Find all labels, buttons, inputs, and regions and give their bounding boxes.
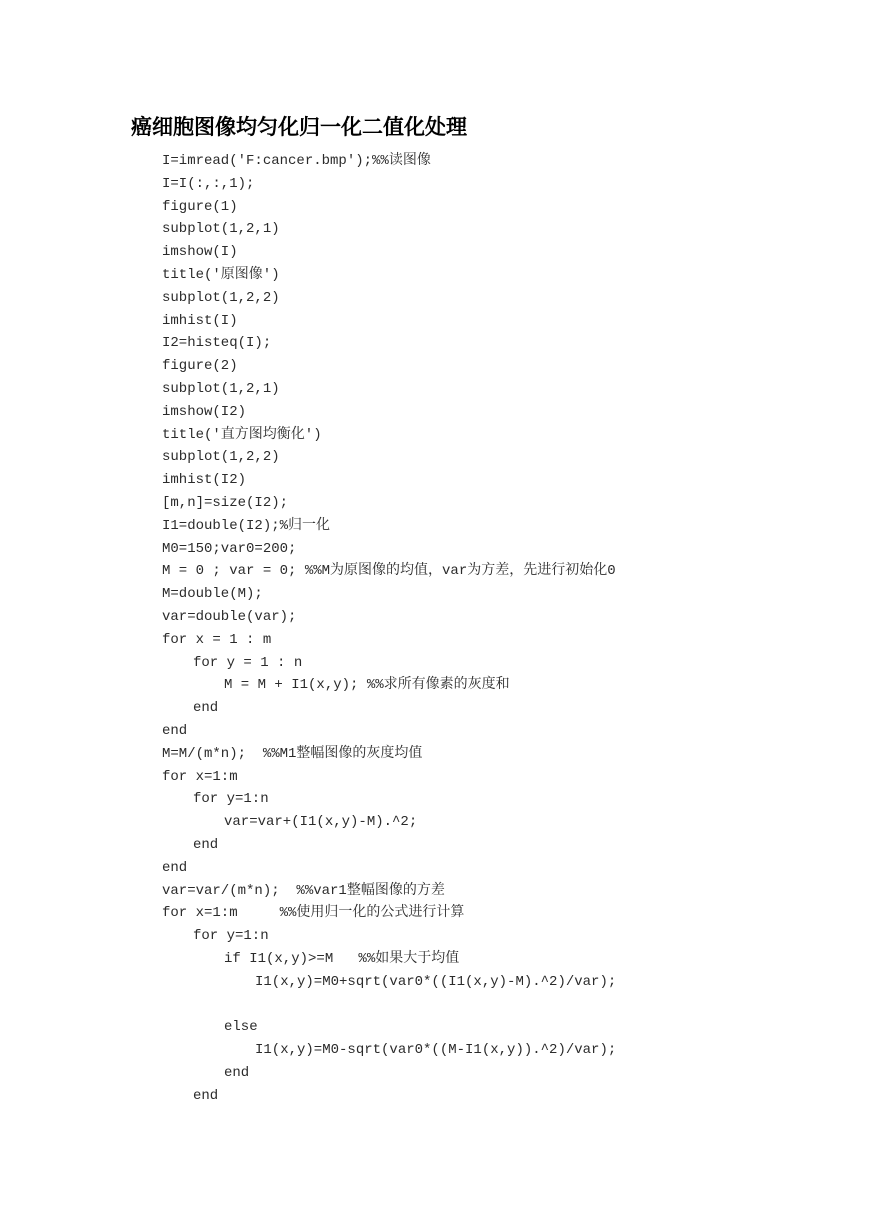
code-line: [m,n]=size(I2); (162, 494, 289, 511)
code-line: end (193, 700, 219, 717)
code-line: imshow(I2) (162, 403, 247, 420)
code-line: end (162, 722, 188, 739)
code-line: I1(x,y)=M0-sqrt(var0*((M-I1(x,y)).^2)/var); (255, 1042, 617, 1059)
code-line: var=double(var); (162, 608, 297, 625)
code-line: imhist(I) (162, 312, 238, 329)
code-line: imshow(I) (162, 244, 238, 261)
code-line: else (224, 1019, 258, 1036)
code-line: subplot(1,2,1) (162, 380, 280, 397)
code-line: for x = 1 : m (162, 631, 272, 648)
code-line: var=var+(I1(x,y)-M).^2; (224, 814, 418, 831)
code-line: end (224, 1064, 250, 1081)
code-line: M=M/(m*n); %%M1整幅图像的灰度均值 (162, 745, 423, 762)
code-line: M=double(M); (162, 586, 263, 603)
code-line: subplot(1,2,1) (162, 221, 280, 238)
code-line: if I1(x,y)>=M %%如果大于均值 (224, 950, 460, 967)
code-line: M0=150;var0=200; (162, 540, 297, 557)
code-line: var=var/(m*n); %%var1整幅图像的方差 (162, 882, 445, 899)
code-line: end (193, 836, 219, 853)
code-line: for y=1:n (193, 928, 269, 945)
code-line: I=I(:,:,1); (162, 175, 255, 192)
code-line: figure(1) (162, 198, 238, 215)
code-line: M = 0 ; var = 0; %%M为原图像的均值，var为方差，先进行初始化0 (162, 563, 616, 580)
code-line: for x=1:m (162, 768, 238, 785)
code-block (162, 150, 616, 1107)
code-line: end (193, 1087, 219, 1104)
document-title: 癌细胞图像均匀化归一化二值化处理 (131, 114, 467, 139)
code-line: I1(x,y)=M0+sqrt(var0*((I1(x,y)-M).^2)/var); (255, 973, 617, 990)
code-line: for x=1:m %%使用归一化的公式进行计算 (162, 905, 465, 922)
code-line: I1=double(I2);%归一化 (162, 517, 331, 534)
code-line: subplot(1,2,2) (162, 289, 280, 306)
code-line: I2=histeq(I); (162, 335, 272, 352)
code-line: I=imread('F:cancer.bmp');%%读图像 (162, 153, 431, 169)
code-line: end (162, 859, 188, 876)
code-line: title('原图像') (162, 266, 280, 283)
code-line: for y=1:n (193, 791, 269, 808)
code-line: M = M + I1(x,y); %%求所有像素的灰度和 (224, 677, 510, 694)
code-line (162, 993, 616, 1016)
code-line: title('直方图均衡化') (162, 426, 322, 443)
code-line: figure(2) (162, 358, 238, 375)
code-line: for y = 1 : n (193, 654, 303, 671)
code-line: imhist(I2) (162, 472, 247, 489)
code-line: subplot(1,2,2) (162, 449, 280, 466)
